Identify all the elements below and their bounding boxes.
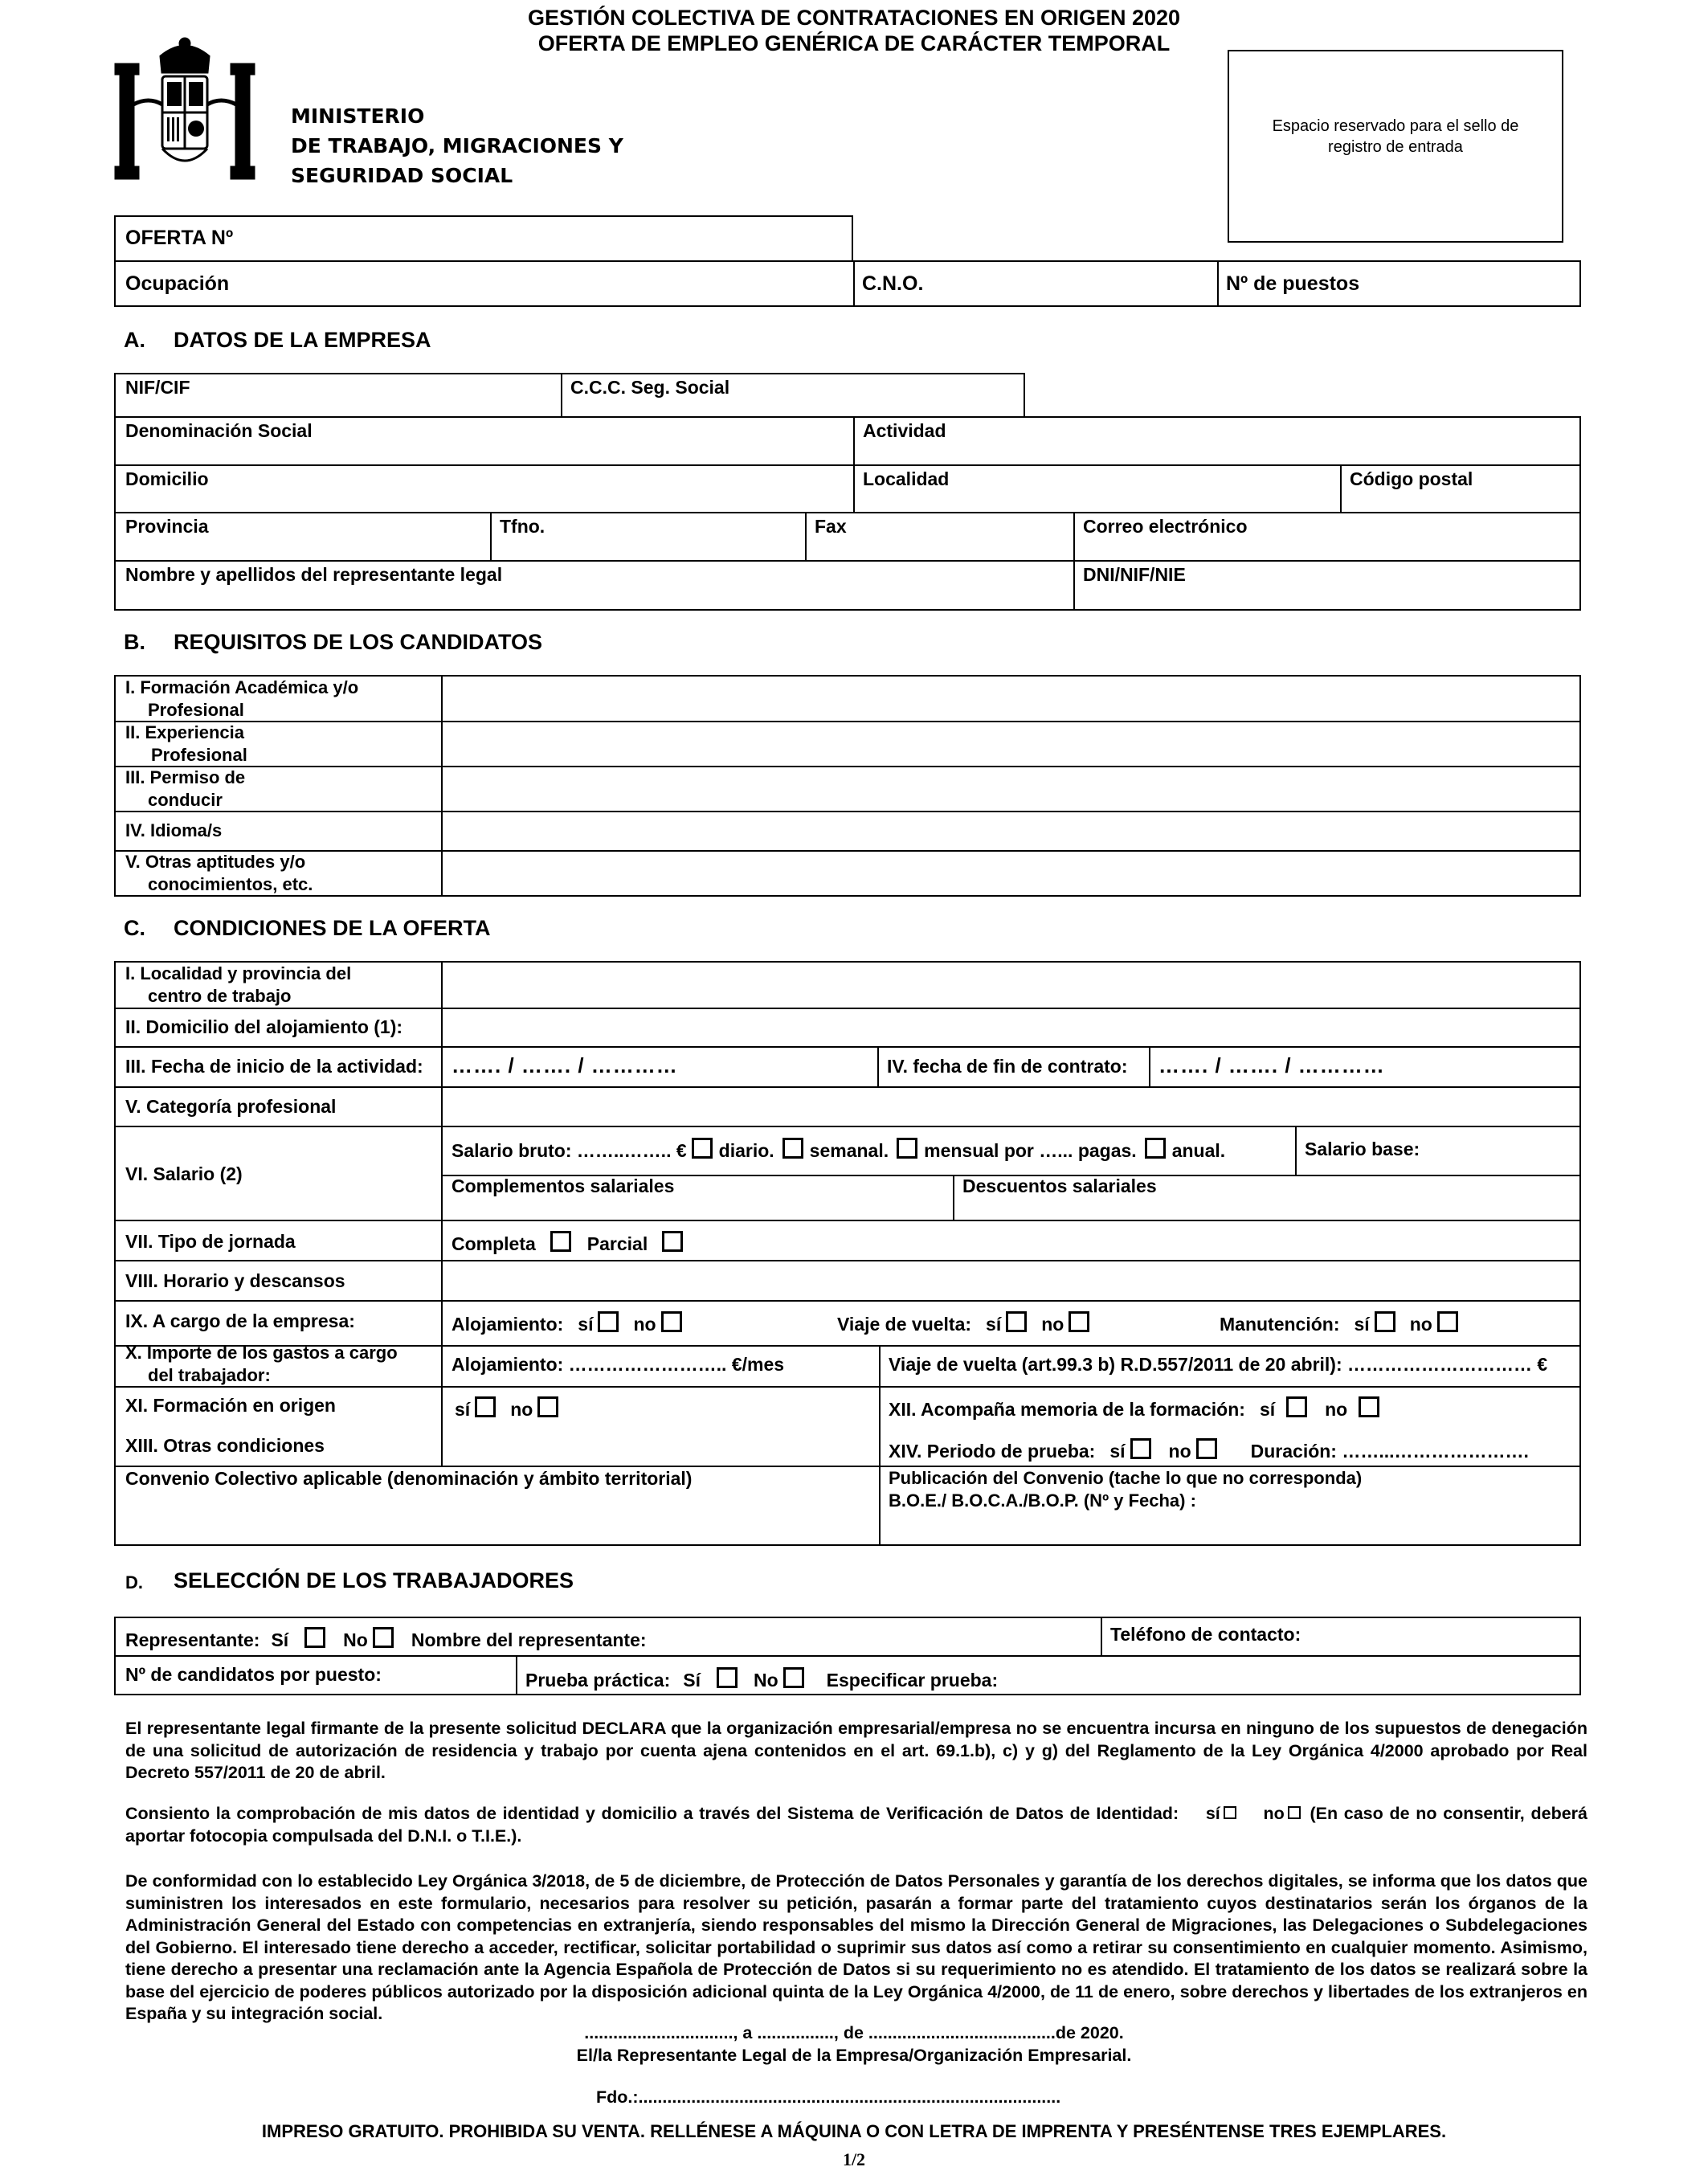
- puestos-label: Nº de puestos: [1226, 272, 1360, 295]
- fecha-fin-field[interactable]: ……. / ……. / …………: [1158, 1053, 1385, 1077]
- descuentos-label[interactable]: Descuentos salariales: [962, 1175, 1157, 1196]
- jornada-label: VII. Tipo de jornada: [125, 1231, 296, 1252]
- dni-label[interactable]: DNI/NIF/NIE: [1083, 564, 1186, 585]
- cond-alojamiento-label: II. Domicilio del alojamiento (1):: [125, 1016, 403, 1037]
- consiento-no-checkbox[interactable]: [1288, 1806, 1301, 1819]
- section-d-letter: D.: [125, 1572, 143, 1592]
- diario-checkbox[interactable]: [692, 1138, 713, 1159]
- viaje-no-checkbox[interactable]: [1069, 1311, 1089, 1332]
- periodo-prueba-row: XIV. Periodo de prueba: sí no Duración: ……...………………….: [889, 1438, 1529, 1462]
- horario-field[interactable]: [443, 1261, 1579, 1299]
- section-b-letter: B.: [124, 630, 145, 654]
- page-number: 1/2: [842, 2149, 866, 2169]
- cond-localidad-field[interactable]: [443, 963, 1579, 1007]
- prueba-no-checkbox[interactable]: [1196, 1438, 1217, 1459]
- fecha-inicio-field[interactable]: ……. / ……. / …………: [452, 1053, 678, 1077]
- form-title: GESTIÓN COLECTIVA DE CONTRATACIONES EN ORIGEN 2020: [527, 6, 1181, 30]
- otras-condiciones-label: XIII. Otras condiciones: [125, 1435, 325, 1456]
- semanal-checkbox[interactable]: [782, 1138, 803, 1159]
- impreso-gratuito-notice: IMPRESO GRATUITO. PROHIBIDA SU VENTA. RELLÉNESE A MÁQUINA O CON LETRA DE IMPRENTA Y PRESÉNTENSE TRES EJEMPLARES.: [261, 2121, 1447, 2141]
- codigo-postal-label[interactable]: Código postal: [1350, 468, 1473, 489]
- declaracion-text: El representante legal firmante de la presente solicitud DECLARA que la organización empresarial/empresa no se encuentra incursa en ninguno de los supuestos de denegación de una solicitud de autorización de residencia y trabajo por cuenta ajena contenidos en el art. 69.1.b), c) y g) del Reglamento de la Ley Orgánica 4/2000 aprobado por Real Decreto 557/2011 de 20 de abril.: [125, 1719, 1587, 1782]
- representante-legal-label[interactable]: Nombre y apellidos del representante legal: [125, 564, 503, 585]
- ccc-label[interactable]: C.C.C. Seg. Social: [570, 377, 730, 398]
- req-otras-label: V. Otras aptitudes y/o conocimientos, etc.: [125, 852, 313, 894]
- consiento-si-checkbox[interactable]: [1224, 1806, 1236, 1819]
- memoria-si-checkbox[interactable]: [1286, 1396, 1307, 1417]
- a-cargo-viaje: Viaje de vuelta: sí no: [837, 1311, 1096, 1335]
- mensual-label: mensual por …... pagas.: [924, 1140, 1137, 1161]
- registry-stamp-area: Espacio reservado para el sello de registro de entrada: [1228, 50, 1563, 243]
- anual-checkbox[interactable]: [1145, 1138, 1166, 1159]
- completa-label: Completa: [452, 1233, 536, 1254]
- salario-label: VI. Salario (2): [125, 1163, 243, 1184]
- jornada-options: [452, 1231, 689, 1255]
- ministry-name: MINISTERIO DE TRABAJO, MIGRACIONES Y SEGURIDAD SOCIAL: [291, 104, 623, 187]
- req-permiso-label: III. Permiso de conducir: [125, 767, 246, 810]
- actividad-label[interactable]: Actividad: [863, 420, 946, 441]
- fecha-fin-label: IV. fecha de fin de contrato:: [887, 1056, 1128, 1077]
- form-subtitle: OFERTA DE EMPLEO GENÉRICA DE CARÁCTER TEMPORAL: [537, 31, 1171, 55]
- otras-condiciones-field[interactable]: [443, 1427, 877, 1465]
- telefono-contacto-label[interactable]: Teléfono de contacto:: [1110, 1624, 1301, 1645]
- domicilio-label[interactable]: Domicilio: [125, 468, 209, 489]
- req-experiencia-label: II. Experiencia Profesional: [125, 722, 247, 765]
- prueba-practica-si-checkbox[interactable]: [717, 1667, 738, 1688]
- representante-no-checkbox[interactable]: [373, 1627, 394, 1648]
- req-otras-field[interactable]: [443, 852, 1579, 895]
- a-cargo-label: IX. A cargo de la empresa:: [125, 1310, 355, 1331]
- completa-checkbox[interactable]: [550, 1231, 571, 1252]
- representante-si-checkbox[interactable]: [304, 1627, 325, 1648]
- semanal-label: semanal.: [809, 1140, 889, 1161]
- representante-row: Representante: Sí No Nombre del representante:: [125, 1627, 647, 1651]
- section-a-letter: A.: [124, 328, 145, 352]
- section-c-heading: CONDICIONES DE LA OFERTA: [174, 916, 491, 940]
- req-idiomas-field[interactable]: [443, 812, 1579, 849]
- correo-label[interactable]: Correo electrónico: [1083, 516, 1248, 537]
- fecha-inicio-label: III. Fecha de inicio de la actividad:: [125, 1056, 423, 1077]
- section-a-heading: DATOS DE LA EMPRESA: [174, 328, 431, 352]
- manutencion-si-checkbox[interactable]: [1375, 1311, 1395, 1332]
- alojamiento-si-checkbox[interactable]: [598, 1311, 619, 1332]
- localidad-label[interactable]: Localidad: [863, 468, 950, 489]
- req-formacion-label: I. Formación Académica y/o Profesional: [125, 677, 359, 720]
- req-permiso-field[interactable]: [443, 767, 1579, 810]
- prueba-si-checkbox[interactable]: [1130, 1438, 1151, 1459]
- salario-bruto-row: [452, 1138, 1225, 1162]
- section-b-heading: REQUISITOS DE LOS CANDIDATOS: [174, 630, 543, 654]
- formacion-options: sí no: [455, 1396, 565, 1421]
- complementos-label[interactable]: Complementos salariales: [452, 1175, 675, 1196]
- req-idiomas-label: IV. Idioma/s: [125, 820, 223, 840]
- formacion-origen-label: XI. Formación en origen: [125, 1395, 336, 1416]
- manutencion-no-checkbox[interactable]: [1437, 1311, 1458, 1332]
- memoria-no-checkbox[interactable]: [1359, 1396, 1379, 1417]
- req-experiencia-field[interactable]: [443, 722, 1579, 765]
- salario-bruto-label: Salario bruto: ……..…….. €: [452, 1140, 687, 1161]
- a-cargo-manutencion: Manutención: sí no: [1220, 1311, 1465, 1335]
- ocupacion-label: Ocupación: [125, 272, 230, 295]
- consentimiento-text: Consiento la comprobación de mis datos de identidad y domicilio a través del Sistema de Verificación de Datos de Identidad: sí no (En caso de no consentir, deberá aportar fotocopia compulsada del D.N.I. o T.I.E.).: [125, 1804, 1587, 1846]
- duracion-field[interactable]: Duración: ……...………………….: [1250, 1441, 1529, 1462]
- provincia-label[interactable]: Provincia: [125, 516, 209, 537]
- parcial-checkbox[interactable]: [662, 1231, 683, 1252]
- cond-localidad-label: I. Localidad y provincia del centro de trabajo: [125, 963, 352, 1006]
- req-formacion-field[interactable]: [443, 677, 1579, 720]
- diario-label: diario.: [718, 1140, 774, 1161]
- mensual-checkbox[interactable]: [897, 1138, 917, 1159]
- tfno-label[interactable]: Tfno.: [500, 516, 545, 537]
- candidatos-por-puesto-label[interactable]: Nº de candidatos por puesto:: [125, 1664, 382, 1685]
- parcial-label: Parcial: [586, 1233, 648, 1254]
- formacion-si-checkbox[interactable]: [475, 1396, 496, 1417]
- anual-label: anual.: [1171, 1140, 1226, 1161]
- cond-alojamiento-field[interactable]: [443, 1009, 1579, 1045]
- nif-label[interactable]: NIF/CIF: [125, 377, 190, 398]
- firmante-label: El/la Representante Legal de la Empresa/Organización Empresarial.: [576, 2046, 1132, 2065]
- viaje-si-checkbox[interactable]: [1006, 1311, 1027, 1332]
- denominacion-label[interactable]: Denominación Social: [125, 420, 313, 441]
- categoria-field[interactable]: [443, 1088, 1579, 1125]
- especificar-prueba-field[interactable]: Especificar prueba:: [826, 1670, 999, 1691]
- importe-gastos-label: X. Importe de los gastos a cargo del trabajador:: [125, 1343, 398, 1385]
- viaje-importe-field[interactable]: Viaje de vuelta (art.99.3 b) R.D.557/2011 de 20 abril): ………………………… €: [889, 1354, 1548, 1375]
- oferta-label: OFERTA Nº: [125, 227, 234, 249]
- coat-of-arms-logo: [112, 32, 257, 185]
- convenio-label[interactable]: Convenio Colectivo aplicable (denominación y ámbito territorial): [125, 1468, 693, 1489]
- fax-label[interactable]: Fax: [815, 516, 847, 537]
- nif-row: [114, 373, 1025, 418]
- formacion-no-checkbox[interactable]: [537, 1396, 558, 1417]
- alojamiento-no-checkbox[interactable]: [661, 1311, 682, 1332]
- firma-field[interactable]: Fdo.:........................................................................................: [596, 2087, 1061, 2107]
- horario-label: VIII. Horario y descansos: [125, 1270, 345, 1291]
- lugar-fecha-field[interactable]: ..............................., a ................, de .......................................de 2020.: [584, 2023, 1124, 2042]
- salario-base-label[interactable]: Salario base:: [1305, 1139, 1420, 1159]
- proteccion-datos-text: De conformidad con lo establecido Ley Orgánica 3/2018, de 5 de diciembre, de Protección de Datos Personales y garantía de los derechos digitales, se informa que los datos que suministren los interesados en este formulario, necesarios para resolver su petición, pasarán a formar parte del tratamiento cuyos destinatarios serán los órganos de la Administración General del Estado con competencias en extranjería, siendo responsables del mismo la Dirección General de Migraciones, las Delegaciones o Subdelegaciones del Gobierno. El interesado tiene derecho a acceder, rectificar, solicitar portabilidad o suprimir sus datos así como a retirar su consentimiento en cualquier momento. Asimismo, tiene derecho a presentar una reclamación ante la Agencia Española de Protección de Datos si su requerimiento no es atendido. El tratamiento de los datos se realizará sobre la base del ejercicio de poderes públicos autorizado por la disposición adicional quinta de la Ley Orgánica 4/2000, de 11 de enero, sobre derechos y libertades de los extranjeros en España y su integración social.: [125, 1871, 1587, 2023]
- alojamiento-importe-field[interactable]: Alojamiento: …………………….. €/mes: [452, 1354, 785, 1375]
- publicacion-convenio[interactable]: Publicación del Convenio (tache lo que no corresponda) B.O.E./ B.O.C.A./B.O.P. (Nº y Fecha) :: [889, 1468, 1363, 1511]
- memoria-row: XII. Acompaña memoria de la formación: sí no: [889, 1396, 1386, 1421]
- section-c-letter: C.: [124, 916, 145, 940]
- prueba-practica-no-checkbox[interactable]: [783, 1667, 804, 1688]
- ocupacion-row: [114, 260, 1581, 307]
- prueba-practica-row: Prueba práctica: Sí No Especificar prueba:: [525, 1667, 998, 1691]
- cno-label: C.N.O.: [862, 272, 924, 295]
- section-d-heading: SELECCIÓN DE LOS TRABAJADORES: [174, 1568, 574, 1592]
- nombre-representante-field[interactable]: Nombre del representante:: [411, 1629, 647, 1650]
- a-cargo-alojamiento: Alojamiento: sí no: [452, 1311, 689, 1335]
- categoria-label: V. Categoría profesional: [125, 1096, 337, 1117]
